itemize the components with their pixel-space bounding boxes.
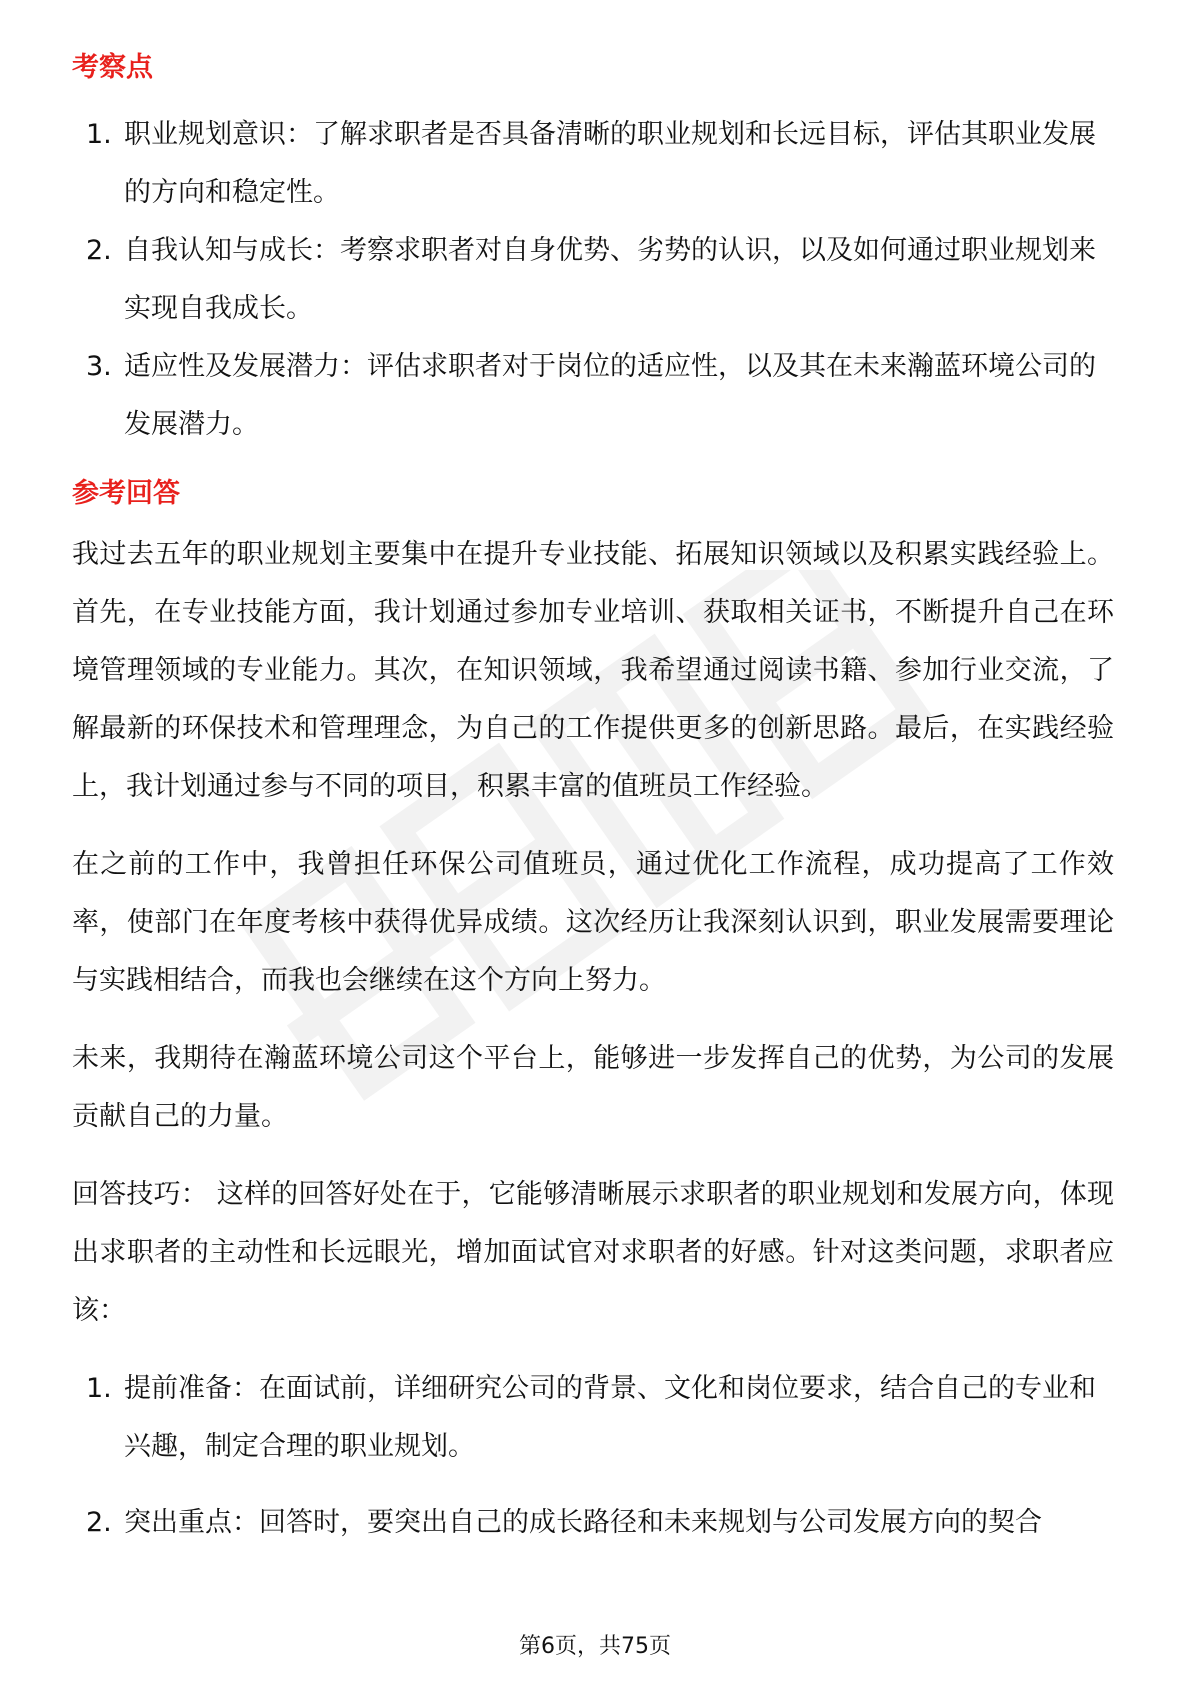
list-item (72, 106, 1114, 222)
list-text: 提前准备：在面试前，详细研究公司的背景、文化和岗位要求，结合自己的专业和兴趣，制定合理的职业规划。 (124, 1373, 1096, 1462)
inspection-points-list (72, 106, 1114, 454)
list-number: 1. (86, 1373, 112, 1404)
list-number: 2. (86, 1507, 112, 1538)
list-number: 2. (86, 235, 112, 266)
list-text: 突出重点：回答时，要突出自己的成长路径和未来规划与公司发展方向的契合 (124, 1507, 1042, 1538)
list-item (72, 1360, 1114, 1476)
answer-paragraph: 在之前的工作中，我曾担任环保公司值班员，通过优化工作流程，成功提高了工作效率，使部门在年度考核中获得优异成绩。这次经历让我深刻认识到，职业发展需要理论与实践相结合，而我也会继续在这个方向上努力。 (72, 849, 1114, 996)
list-item (72, 338, 1114, 454)
list-number: 1. (86, 119, 112, 150)
answer-paragraph: 未来，我期待在瀚蓝环境公司这个平台上，能够进一步发挥自己的优势，为公司的发展贡献自己的力量。 (72, 1043, 1114, 1132)
list-text: 自我认知与成长：考察求职者对自身优势、劣势的认识，以及如何通过职业规划来实现自我成长。 (124, 235, 1096, 324)
answer-paragraph: 我过去五年的职业规划主要集中在提升专业技能、拓展知识领域以及积累实践经验上。首先，在专业技能方面，我计划通过参加专业培训、获取相关证书，不断提升自己在环境管理领域的专业能力。其次，在知识领域，我希望通过阅读书籍、参加行业交流，了解最新的环保技术和管理理念，为自己的工作提供更多的创新思路。最后，在实践经验上，我计划通过参与不同的项目，积累丰富的值班员工作经验。 (72, 539, 1114, 802)
answer-tips-paragraph: 回答技巧： 这样的回答好处在于，它能够清晰展示求职者的职业规划和发展方向，体现出求职者的主动性和长远眼光，增加面试官对求职者的好感。针对这类问题，求职者应该： (72, 1179, 1114, 1326)
list-text: 职业规划意识：了解求职者是否具备清晰的职业规划和长远目标，评估其职业发展的方向和稳定性。 (124, 119, 1096, 208)
inspection-heading: 考察点 (72, 52, 153, 83)
list-number: 3. (86, 351, 112, 382)
document-content (72, 48, 1114, 1570)
tips-list (72, 1360, 1114, 1552)
list-text: 适应性及发展潜力：评估求职者对于岗位的适应性，以及其在未来瀚蓝环境公司的发展潜力。 (124, 351, 1096, 440)
page-footer: 第6页，共75页 (519, 1634, 671, 1659)
list-item (72, 222, 1114, 338)
list-item (72, 1494, 1114, 1552)
answer-heading: 参考回答 (72, 478, 180, 509)
